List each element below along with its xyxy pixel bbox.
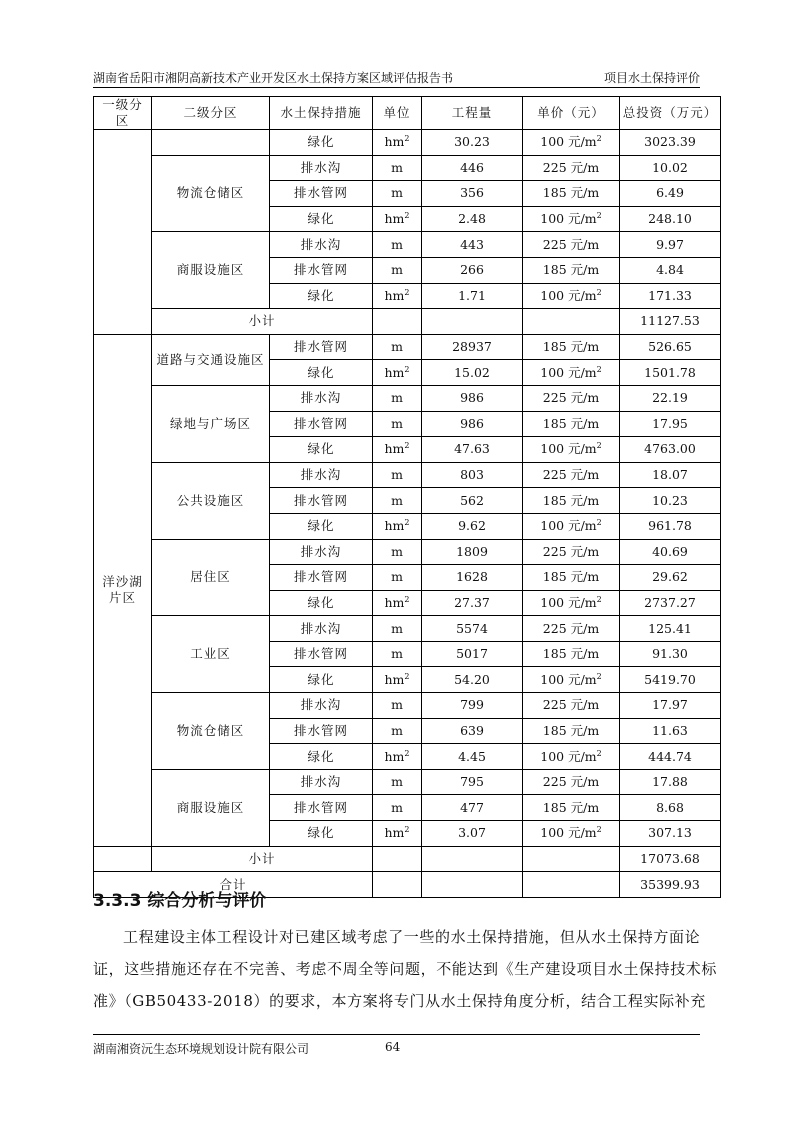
cell-empty [373, 846, 422, 872]
cell-quantity: 356 [422, 181, 523, 207]
cell-unit [373, 795, 422, 821]
cell-unit-price [523, 590, 620, 616]
cell-total: 17.95 [620, 411, 721, 437]
cell-quantity: 477 [422, 795, 523, 821]
cell-unit [373, 693, 422, 719]
cell-measure: 排水管网 [270, 181, 373, 207]
page-header [93, 66, 700, 86]
cell-total: 4.84 [620, 257, 721, 283]
header-divider [93, 87, 700, 88]
cell-total: 40.69 [620, 539, 721, 565]
unit-text: m [391, 390, 403, 406]
cell-quantity: 803 [422, 462, 523, 488]
table-header-row [94, 97, 721, 130]
cell-measure: 排水沟 [270, 155, 373, 181]
price-superscript: 2 [596, 518, 602, 528]
unit-text: m [391, 543, 403, 559]
price-superscript: 2 [596, 825, 602, 835]
cell-unit [373, 232, 422, 258]
cell-quantity: 9.62 [422, 513, 523, 539]
subtotal-label: 小计 [152, 309, 373, 335]
cell-unit [373, 488, 422, 514]
cell-total: 961.78 [620, 513, 721, 539]
price-text: 100 元/m [540, 825, 597, 841]
unit-text: m [391, 339, 403, 355]
cell-unit [373, 411, 422, 437]
price-text: 225 元/m [542, 543, 600, 559]
cell-unit-price [523, 821, 620, 847]
column-header: 总投资（万元） [620, 97, 721, 130]
table-row [94, 385, 721, 411]
unit-superscript: 2 [404, 210, 410, 220]
price-superscript: 2 [596, 671, 602, 681]
cell-unit-price [523, 616, 620, 642]
cell-unit [373, 667, 422, 693]
cell-unit-price [523, 385, 620, 411]
price-text: 185 元/m [542, 799, 600, 815]
cell-unit [373, 590, 422, 616]
cell-unit-price [523, 334, 620, 360]
cell-secondary-zone [152, 130, 270, 156]
price-text: 225 元/m [542, 159, 600, 175]
cell-secondary-zone: 绿地与广场区 [152, 385, 270, 462]
price-text: 225 元/m [542, 774, 600, 790]
subtotal-value: 11127.53 [620, 309, 721, 335]
section-heading: 3.3.3 综合分析与评价 [93, 891, 267, 911]
cell-measure: 排水管网 [270, 488, 373, 514]
cell-unit [373, 565, 422, 591]
cell-total: 3023.39 [620, 130, 721, 156]
footer-divider [93, 1034, 700, 1035]
column-header: 水土保持措施 [270, 97, 373, 130]
price-text: 100 元/m [540, 287, 597, 303]
cell-empty [422, 309, 523, 335]
unit-text: hm [384, 518, 405, 534]
cell-total: 10.23 [620, 488, 721, 514]
unit-text: m [391, 646, 403, 662]
cell-secondary-zone: 商服设施区 [152, 769, 270, 846]
cell-quantity: 54.20 [422, 667, 523, 693]
unit-text: hm [384, 211, 405, 227]
subtotal-value: 17073.68 [620, 846, 721, 872]
price-text: 185 元/m [542, 415, 600, 431]
cell-unit [373, 513, 422, 539]
table-row [94, 462, 721, 488]
table-row [94, 130, 721, 156]
cell-unit-price [523, 693, 620, 719]
cell-unit [373, 769, 422, 795]
unit-superscript: 2 [404, 364, 410, 374]
cell-total: 4763.00 [620, 437, 721, 463]
table-row [94, 616, 721, 642]
cell-unit-price [523, 667, 620, 693]
cell-unit-price [523, 769, 620, 795]
cell-quantity: 5017 [422, 641, 523, 667]
unit-text: m [391, 722, 403, 738]
unit-text: hm [384, 594, 405, 610]
cell-measure: 排水沟 [270, 462, 373, 488]
cell-total: 22.19 [620, 385, 721, 411]
unit-text: hm [384, 364, 405, 380]
unit-superscript: 2 [404, 287, 410, 297]
cell-unit-price [523, 744, 620, 770]
unit-text: m [391, 159, 403, 175]
page-footer [93, 1040, 720, 1057]
footer-org: 湖南湘资沅生态环境规划设计院有限公司 [93, 1042, 310, 1056]
unit-text: m [391, 236, 403, 252]
cell-empty [373, 872, 422, 898]
unit-text: hm [384, 441, 405, 457]
cell-total: 5419.70 [620, 667, 721, 693]
cell-unit [373, 462, 422, 488]
cell-quantity: 1.71 [422, 283, 523, 309]
cell-unit-price [523, 206, 620, 232]
price-text: 100 元/m [540, 748, 597, 764]
cell-measure: 排水沟 [270, 616, 373, 642]
cell-measure: 绿化 [270, 667, 373, 693]
cell-quantity: 446 [422, 155, 523, 181]
unit-text: m [391, 620, 403, 636]
cell-quantity: 47.63 [422, 437, 523, 463]
price-text: 100 元/m [540, 134, 597, 150]
cell-quantity: 639 [422, 718, 523, 744]
subtotal-row [94, 846, 721, 872]
cell-unit-price [523, 257, 620, 283]
cell-unit [373, 641, 422, 667]
unit-text: m [391, 467, 403, 483]
cell-unit [373, 130, 422, 156]
cell-measure: 排水沟 [270, 385, 373, 411]
cell-total: 18.07 [620, 462, 721, 488]
cell-quantity: 986 [422, 385, 523, 411]
cell-unit-price [523, 513, 620, 539]
cell-quantity: 3.07 [422, 821, 523, 847]
column-header: 二级分区 [152, 97, 270, 130]
cell-unit [373, 616, 422, 642]
table-row [94, 155, 721, 181]
cell-primary-zone: 洋沙湖片区 [94, 334, 152, 846]
cell-total: 526.65 [620, 334, 721, 360]
cell-empty [523, 309, 620, 335]
cell-unit-price [523, 641, 620, 667]
cell-measure: 绿化 [270, 513, 373, 539]
cell-empty [422, 872, 523, 898]
cell-quantity: 5574 [422, 616, 523, 642]
cell-unit [373, 181, 422, 207]
price-superscript: 2 [596, 364, 602, 374]
cell-unit [373, 821, 422, 847]
price-text: 100 元/m [540, 441, 597, 457]
table-row [94, 769, 721, 795]
price-text: 185 元/m [542, 646, 600, 662]
unit-superscript: 2 [404, 671, 410, 681]
cell-total: 17.97 [620, 693, 721, 719]
cell-unit-price [523, 360, 620, 386]
cell-unit-price [523, 437, 620, 463]
cell-unit [373, 744, 422, 770]
price-text: 185 元/m [542, 262, 600, 278]
unit-text: m [391, 262, 403, 278]
cell-total: 91.30 [620, 641, 721, 667]
price-text: 100 元/m [540, 671, 597, 687]
unit-text: hm [384, 825, 405, 841]
unit-text: hm [384, 134, 405, 150]
cell-secondary-zone: 公共设施区 [152, 462, 270, 539]
unit-superscript: 2 [404, 594, 410, 604]
price-text: 185 元/m [542, 185, 600, 201]
cell-empty [422, 846, 523, 872]
cell-measure: 绿化 [270, 437, 373, 463]
cell-total: 6.49 [620, 181, 721, 207]
cell-quantity: 27.37 [422, 590, 523, 616]
price-superscript: 2 [596, 210, 602, 220]
cell-total: 10.02 [620, 155, 721, 181]
unit-superscript: 2 [404, 518, 410, 528]
price-text: 185 元/m [542, 339, 600, 355]
cell-empty [523, 872, 620, 898]
cell-unit [373, 206, 422, 232]
unit-text: m [391, 185, 403, 201]
cell-primary-zone [94, 130, 152, 335]
cell-quantity: 799 [422, 693, 523, 719]
price-text: 100 元/m [540, 364, 597, 380]
cell-secondary-zone: 商服设施区 [152, 232, 270, 309]
subtotal-row [94, 309, 721, 335]
cell-measure: 绿化 [270, 206, 373, 232]
header-section: 项目水土保持评价 [603, 71, 700, 85]
cell-unit [373, 283, 422, 309]
table-row [94, 693, 721, 719]
cell-empty [94, 846, 152, 872]
header-title: 湖南省岳阳市湘阴高新技术产业开发区水土保持方案区域评估报告书 [93, 71, 454, 85]
cell-secondary-zone: 道路与交通设施区 [152, 334, 270, 385]
cell-unit [373, 718, 422, 744]
subtotal-label: 小计 [152, 846, 373, 872]
unit-text: m [391, 799, 403, 815]
unit-text: hm [384, 671, 405, 687]
price-text: 100 元/m [540, 211, 597, 227]
cell-quantity: 1809 [422, 539, 523, 565]
investment-table [93, 96, 721, 898]
cell-quantity: 986 [422, 411, 523, 437]
cell-total: 11.63 [620, 718, 721, 744]
investment-table-body [94, 97, 721, 898]
cell-unit [373, 539, 422, 565]
unit-text: hm [384, 287, 405, 303]
cell-quantity: 15.02 [422, 360, 523, 386]
table-row [94, 539, 721, 565]
price-text: 100 元/m [540, 518, 597, 534]
cell-measure: 排水管网 [270, 411, 373, 437]
cell-measure: 排水管网 [270, 334, 373, 360]
cell-quantity: 795 [422, 769, 523, 795]
unit-superscript: 2 [404, 748, 410, 758]
cell-quantity: 30.23 [422, 130, 523, 156]
price-text: 225 元/m [542, 236, 600, 252]
cell-measure: 排水管网 [270, 257, 373, 283]
cell-measure: 排水沟 [270, 232, 373, 258]
unit-superscript: 2 [404, 825, 410, 835]
cell-unit-price [523, 488, 620, 514]
price-superscript: 2 [596, 134, 602, 144]
cell-total: 17.88 [620, 769, 721, 795]
cell-unit-price [523, 232, 620, 258]
cell-measure: 绿化 [270, 130, 373, 156]
unit-superscript: 2 [404, 441, 410, 451]
cell-unit-price [523, 795, 620, 821]
cell-unit [373, 155, 422, 181]
cell-unit-price [523, 411, 620, 437]
cell-empty [373, 309, 422, 335]
cell-quantity: 562 [422, 488, 523, 514]
price-superscript: 2 [596, 748, 602, 758]
cell-quantity: 1628 [422, 565, 523, 591]
cell-secondary-zone: 居住区 [152, 539, 270, 616]
price-text: 225 元/m [542, 697, 600, 713]
price-text: 225 元/m [542, 467, 600, 483]
column-header: 单位 [373, 97, 422, 130]
cell-unit [373, 437, 422, 463]
cell-total: 9.97 [620, 232, 721, 258]
cell-secondary-zone: 物流仓储区 [152, 155, 270, 232]
price-text: 185 元/m [542, 722, 600, 738]
cell-total: 444.74 [620, 744, 721, 770]
cell-measure: 排水沟 [270, 769, 373, 795]
cell-unit-price [523, 155, 620, 181]
price-superscript: 2 [596, 594, 602, 604]
cell-unit [373, 360, 422, 386]
price-text: 185 元/m [542, 492, 600, 508]
body-paragraph: 工程建设主体工程设计对已建区域考虑了一些的水土保持措施，但从水土保持方面论证，这些措施还存在不完善、考虑不周全等问题，不能达到《生产建设项目水土保持技术标准》（GB50433-2018）的要求，本方案将专门从水土保持角度分析，结合工程实际补充 [93, 928, 718, 1010]
cell-quantity: 28937 [422, 334, 523, 360]
cell-total: 1501.78 [620, 360, 721, 386]
cell-measure: 绿化 [270, 283, 373, 309]
table-row [94, 232, 721, 258]
page-number: 64 [385, 1040, 401, 1054]
cell-measure: 排水管网 [270, 641, 373, 667]
table-row [94, 334, 721, 360]
cell-unit-price [523, 181, 620, 207]
cell-measure: 排水管网 [270, 565, 373, 591]
cell-total: 125.41 [620, 616, 721, 642]
cell-unit-price [523, 462, 620, 488]
price-text: 185 元/m [542, 569, 600, 585]
cell-unit-price [523, 718, 620, 744]
cell-quantity: 2.48 [422, 206, 523, 232]
column-header: 工程量 [422, 97, 523, 130]
cell-unit-price [523, 539, 620, 565]
cell-total: 8.68 [620, 795, 721, 821]
price-superscript: 2 [596, 441, 602, 451]
cell-secondary-zone: 物流仓储区 [152, 693, 270, 770]
cell-measure: 排水管网 [270, 795, 373, 821]
column-header: 一级分区 [94, 97, 152, 130]
cell-measure: 绿化 [270, 590, 373, 616]
cell-unit [373, 385, 422, 411]
cell-total: 29.62 [620, 565, 721, 591]
cell-total: 171.33 [620, 283, 721, 309]
total-label: 合计 [94, 872, 373, 898]
cell-quantity: 266 [422, 257, 523, 283]
cell-empty [523, 846, 620, 872]
cell-measure: 排水沟 [270, 693, 373, 719]
unit-text: m [391, 774, 403, 790]
cell-total: 2737.27 [620, 590, 721, 616]
price-text: 225 元/m [542, 390, 600, 406]
cell-secondary-zone: 工业区 [152, 616, 270, 693]
cell-measure: 绿化 [270, 360, 373, 386]
price-superscript: 2 [596, 287, 602, 297]
cell-unit-price [523, 130, 620, 156]
column-header: 单价（元） [523, 97, 620, 130]
price-text: 100 元/m [540, 594, 597, 610]
unit-text: m [391, 492, 403, 508]
cell-total: 307.13 [620, 821, 721, 847]
cell-unit-price [523, 565, 620, 591]
cell-measure: 绿化 [270, 821, 373, 847]
cell-total: 248.10 [620, 206, 721, 232]
cell-unit [373, 334, 422, 360]
unit-text: hm [384, 748, 405, 764]
cell-quantity: 443 [422, 232, 523, 258]
cell-measure: 绿化 [270, 744, 373, 770]
cell-unit [373, 257, 422, 283]
price-text: 225 元/m [542, 620, 600, 636]
unit-text: m [391, 415, 403, 431]
unit-text: m [391, 569, 403, 585]
unit-superscript: 2 [404, 134, 410, 144]
cell-measure: 排水管网 [270, 718, 373, 744]
cell-quantity: 4.45 [422, 744, 523, 770]
unit-text: m [391, 697, 403, 713]
total-value: 35399.93 [620, 872, 721, 898]
cell-unit-price [523, 283, 620, 309]
cell-measure: 排水沟 [270, 539, 373, 565]
